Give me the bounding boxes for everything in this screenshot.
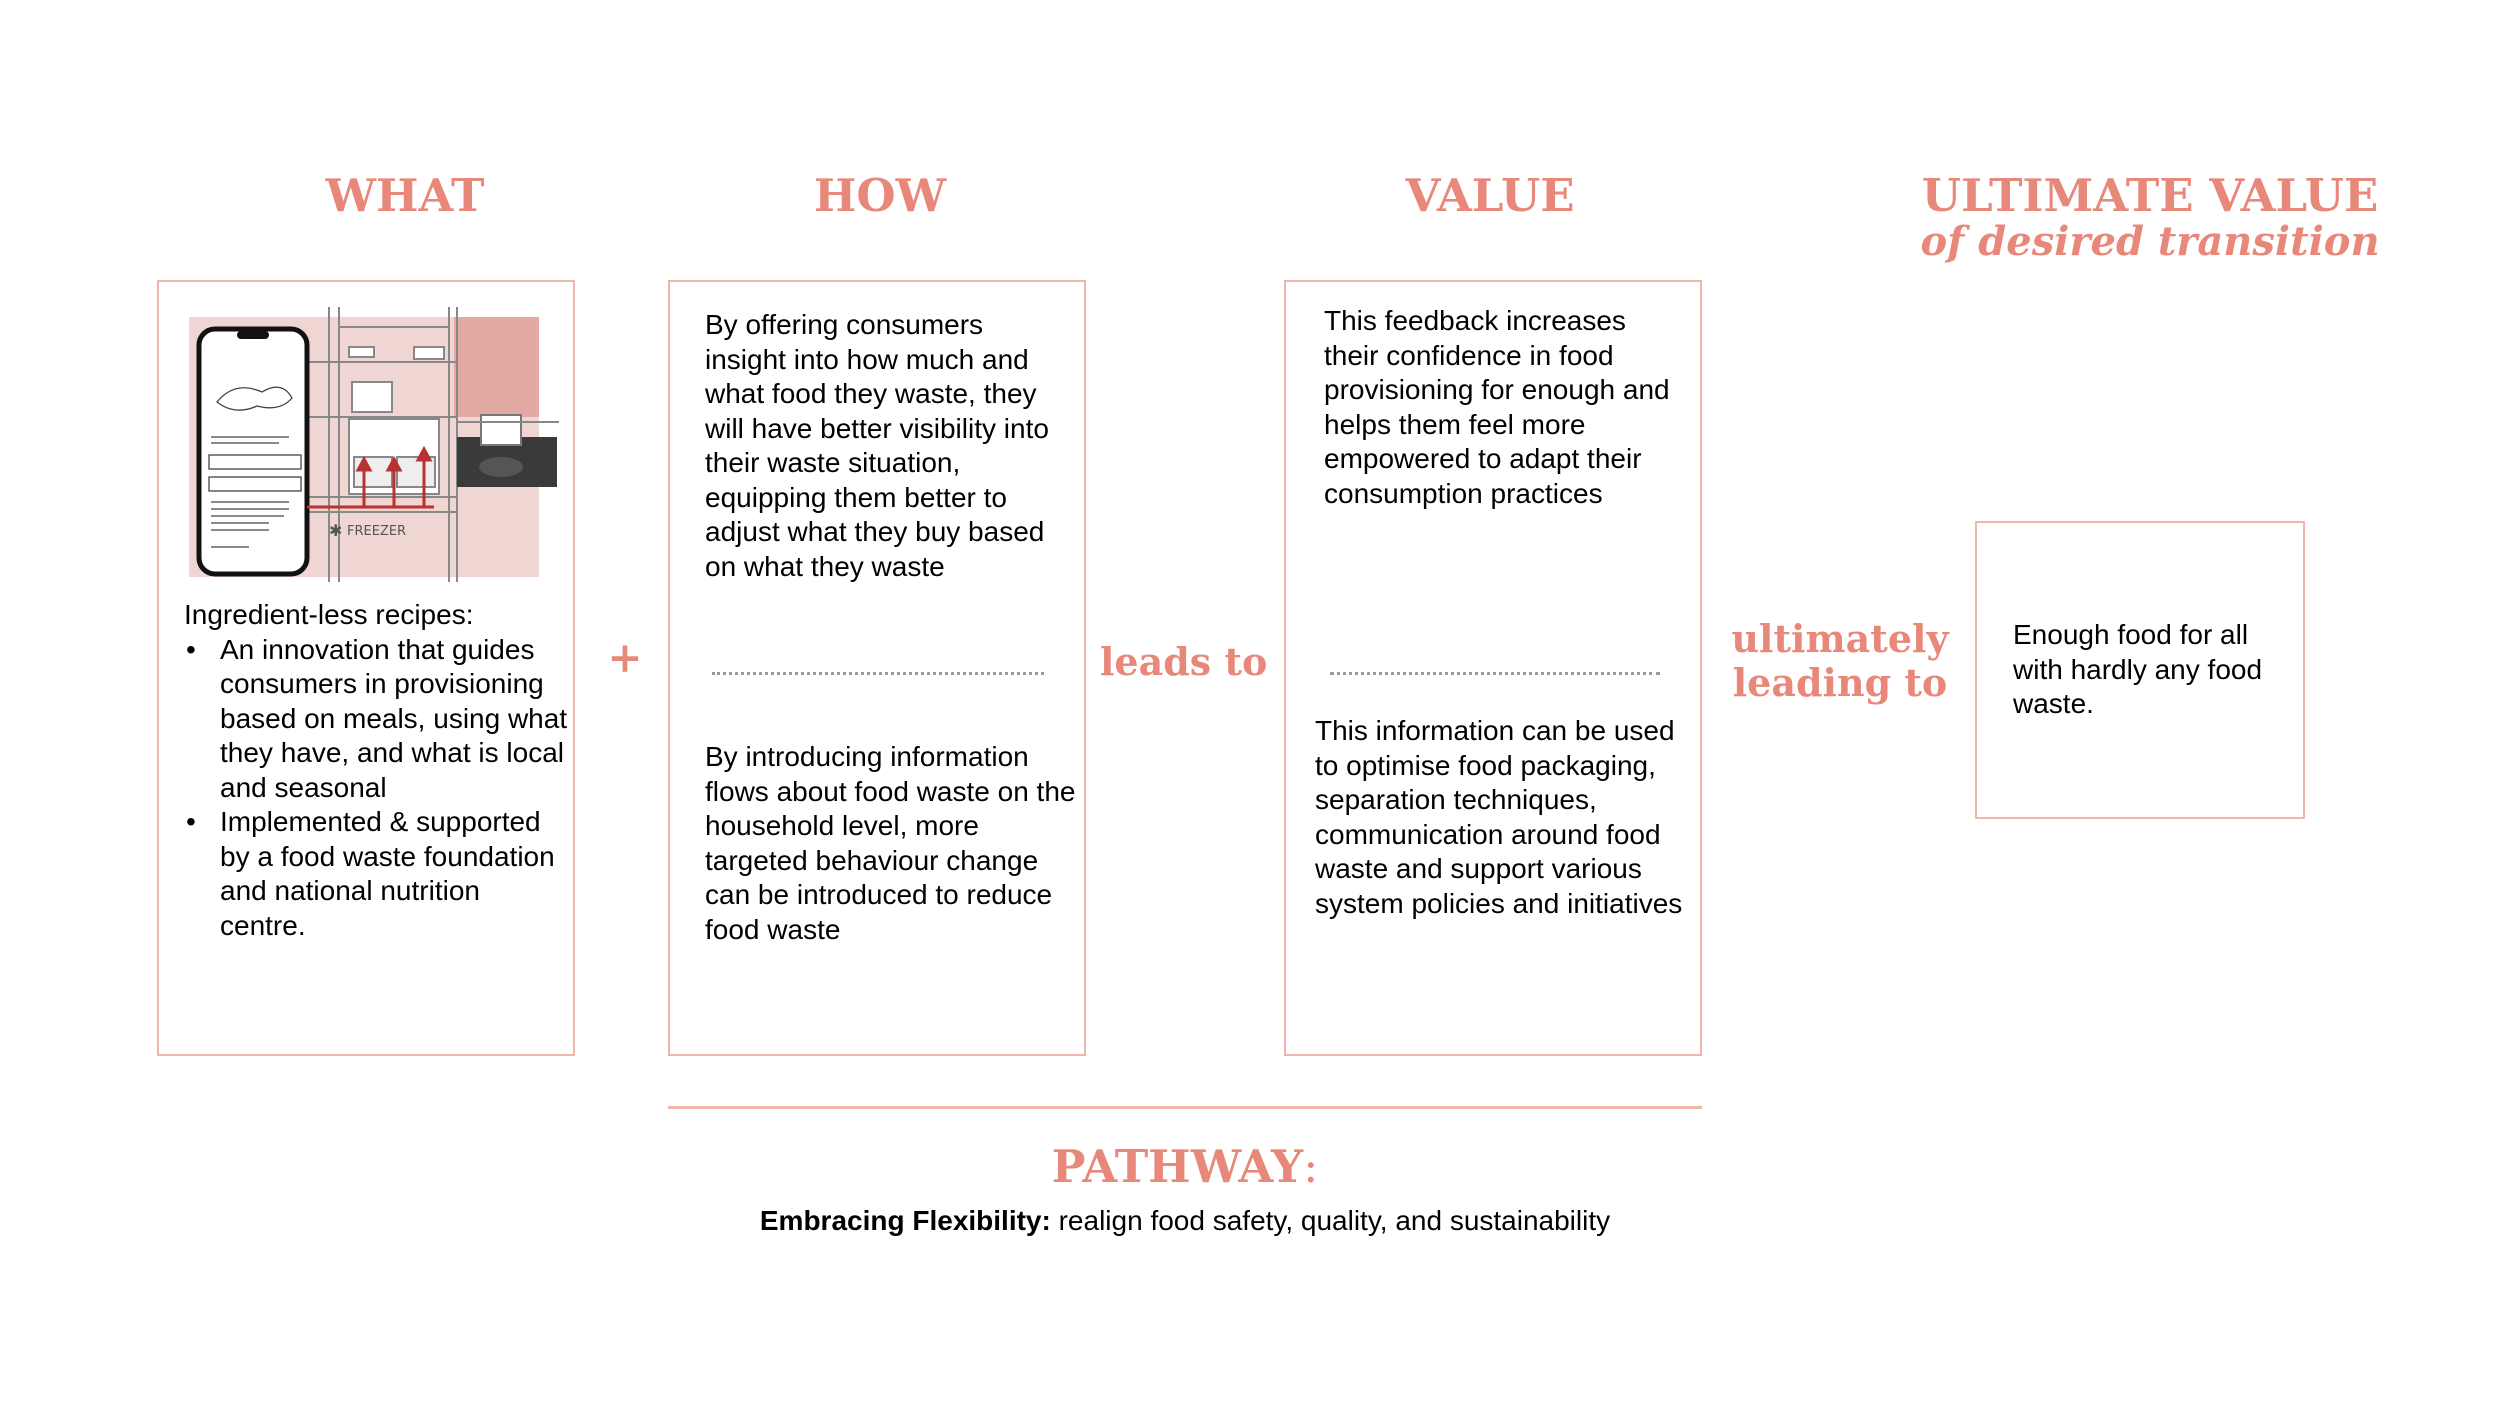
pathway-label: Embracing Flexibility: (759, 1205, 1051, 1236)
pathway-rule (668, 1106, 1702, 1109)
pathway-title-text: PATHWAY (1051, 1140, 1304, 1193)
what-bullet-item: • Implemented & supported by a food waste foundation and national nutrition centre. (184, 805, 569, 943)
leading-to-line: leading to (1732, 660, 1948, 705)
freezer-label: FREEZER (347, 524, 407, 539)
pathway-title (900, 1140, 1470, 1193)
value-bottom-text: This information can be used to optimise food packaging, separation techniques, communication around food waste and support various system policies and initiatives (1315, 715, 1683, 919)
ultimate-value-text: Enough food for all with hardly any food waste. (2013, 619, 2263, 719)
what-bullet-list (184, 633, 569, 944)
ultimate-value-box (1975, 521, 2305, 819)
ultimately-line: ultimately (1731, 616, 1949, 661)
how-top-text: By offering consumers insight into how much and what food they waste, they will have better visibility into their waste situation, equipping them better to adjust what they buy based on what they waste (705, 309, 1049, 582)
fridge-app-icon (189, 307, 559, 587)
what-intro: Ingredient-less recipes: (184, 599, 474, 630)
value-box (1284, 280, 1702, 1056)
ultimately-leading-to-label (1725, 617, 1955, 705)
pathway-text: realign food safety, quality, and sustainability (1050, 1205, 1611, 1236)
value-divider (1330, 672, 1660, 675)
what-bullet-item: • An innovation that guides consumers in provisioning based on meals, using what they have, and what is local and seasonal (184, 633, 569, 806)
pathway-description (600, 1204, 1770, 1238)
plus-sign: + (607, 633, 643, 682)
what-box (157, 280, 575, 1056)
how-bottom-text: By introducing information flows about food waste on the household level, more targeted behaviour change can be introduced to reduce food waste (705, 741, 1076, 945)
heading-what: WHAT (325, 169, 485, 222)
what-text (184, 598, 569, 943)
how-divider (712, 672, 1044, 675)
value-top-text: This feedback increases their confidence in food provisioning for enough and helps them feel more empowered to adapt their consumption practices (1324, 305, 1670, 509)
heading-ultimate-value: ULTIMATE VALUE (1921, 169, 2379, 222)
leads-to-label: leads to (1100, 639, 1268, 684)
heading-value: VALUE (1405, 169, 1575, 222)
heading-how: HOW (813, 169, 947, 222)
pathway-colon: : (1303, 1140, 1319, 1193)
svg-text:✱: ✱ (329, 521, 343, 540)
how-box (668, 280, 1086, 1056)
heading-ultimate-subtitle: of desired transition (1920, 218, 2380, 265)
app-fridge-illustration (189, 307, 559, 587)
